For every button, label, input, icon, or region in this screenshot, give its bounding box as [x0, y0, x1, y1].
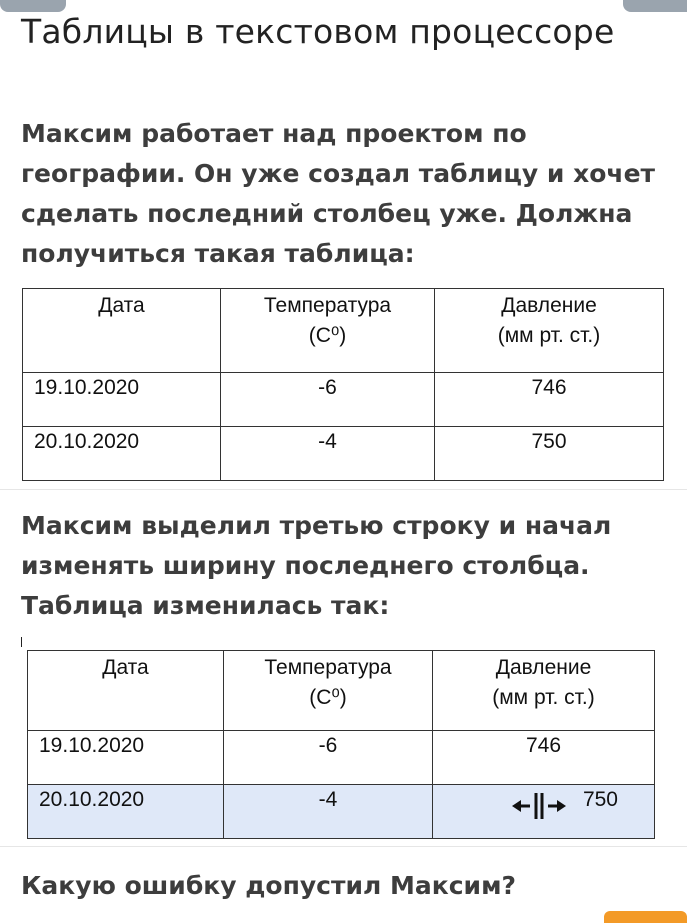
- cell-date: 20.10.2020: [23, 427, 221, 481]
- cell-pressure: 750: [435, 427, 664, 481]
- text-caret: [21, 637, 22, 647]
- question-paragraph-3: Какую ошибку допустил Максим?: [21, 871, 517, 900]
- cell-temperature[interactable]: -4: [224, 785, 433, 839]
- header-cell-temperature: Температура (С⁰): [224, 651, 433, 731]
- cell-temperature: -6: [224, 731, 433, 785]
- cell-date: 19.10.2020: [23, 373, 221, 427]
- table-row: [28, 731, 655, 785]
- page-title: Таблицы в текстовом процессоре: [21, 12, 615, 51]
- table-row: [23, 373, 664, 427]
- cell-date[interactable]: 20.10.2020: [28, 785, 224, 839]
- column-resize-cursor-icon: [511, 792, 567, 820]
- table-header-row: [28, 651, 655, 731]
- top-right-tab[interactable]: [623, 0, 687, 12]
- header-cell-date: Дата: [28, 651, 224, 731]
- answer-button[interactable]: [604, 911, 687, 923]
- cell-pressure: 746: [433, 731, 655, 785]
- header-cell-date: Дата: [23, 289, 221, 373]
- divider: [0, 846, 687, 847]
- cell-date: 19.10.2020: [28, 731, 224, 785]
- table-header-row: [23, 289, 664, 373]
- cell-temperature: -4: [221, 427, 435, 481]
- top-left-tab[interactable]: [0, 0, 66, 12]
- question-paragraph-1: Максим работает над проектом по географии. Он уже создал таблицу и хочет сделать последний столбец уже. Должна получиться такая таблица:: [21, 119, 656, 268]
- question-paragraph-2: Максим выделил третью строку и начал изменять ширину последнего столбца. Таблица изменилась так:: [21, 511, 612, 620]
- divider: [0, 489, 687, 490]
- header-cell-pressure: Давление (мм рт. ст.): [435, 289, 664, 373]
- cell-temperature: -6: [221, 373, 435, 427]
- header-cell-temperature: Температура (С⁰): [221, 289, 435, 373]
- cell-pressure: 746: [435, 373, 664, 427]
- cell-pressure[interactable]: 750: [433, 785, 655, 839]
- expected-table: [22, 288, 664, 481]
- table-row: [23, 427, 664, 481]
- header-cell-pressure: Давление (мм рт. ст.): [433, 651, 655, 731]
